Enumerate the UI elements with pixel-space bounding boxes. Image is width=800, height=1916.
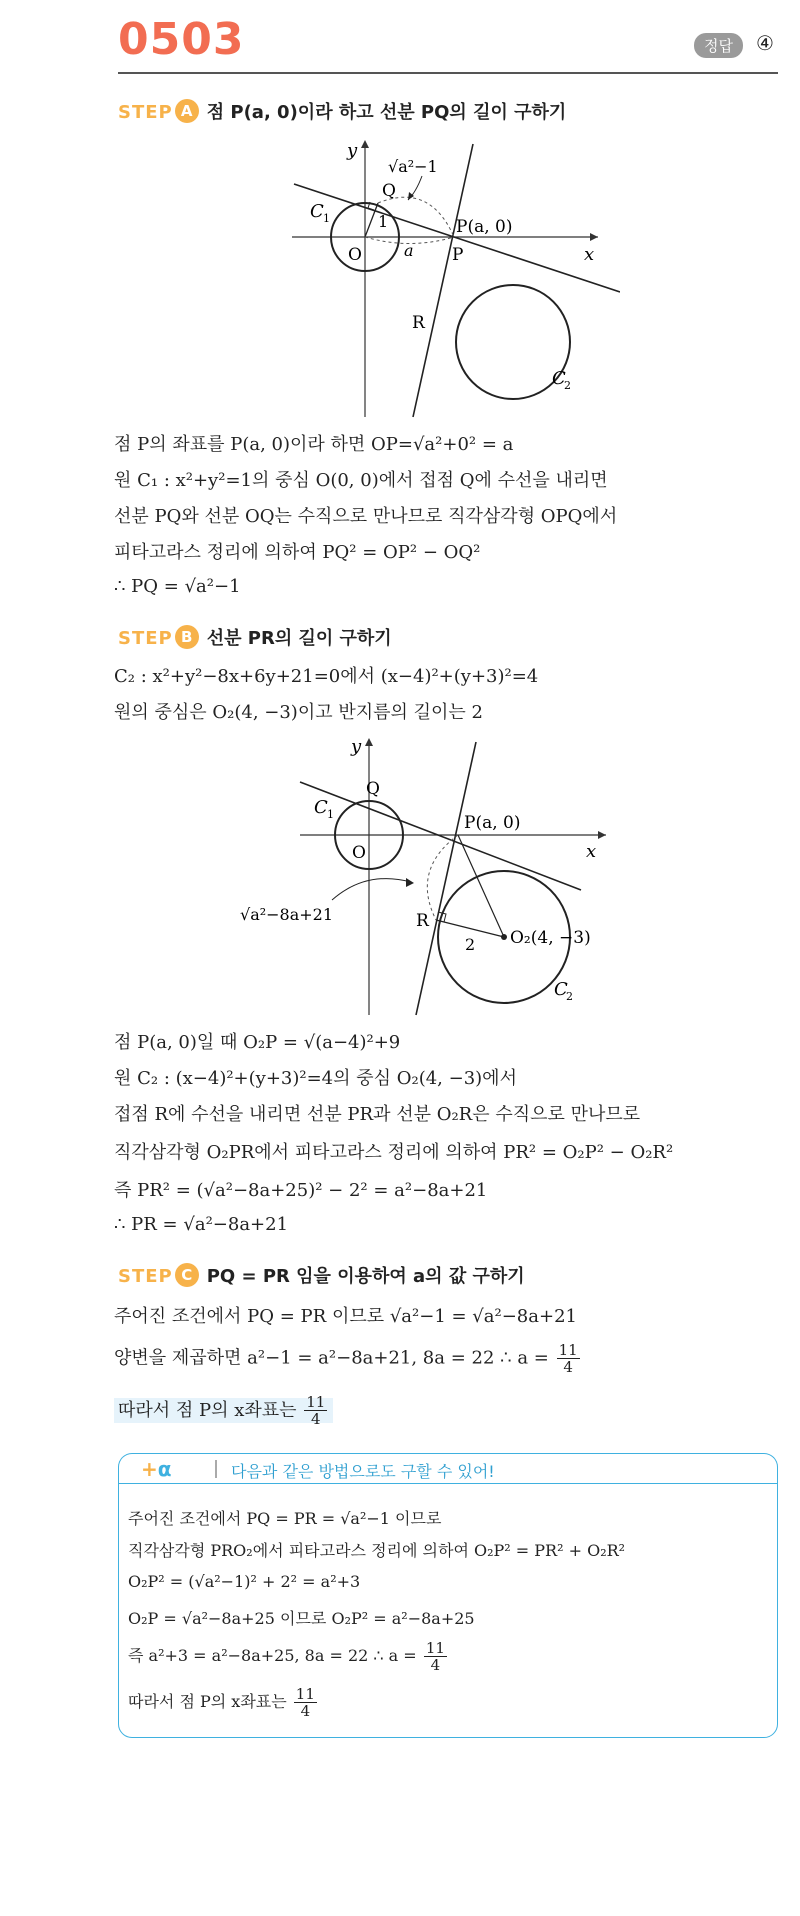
c1-label: C — [310, 201, 324, 222]
step-b-line-8: ∴ PR = √a²−8a+21 — [114, 1214, 289, 1235]
alt-line-3: O₂P² = (√a²−1)² + 2² = a²+3 — [128, 1572, 361, 1591]
tangent-line-r — [416, 742, 476, 1015]
step-a-line-1: 점 P의 좌표를 P(a, 0)이라 하면 OP=√a²+0² = a — [114, 434, 514, 455]
step-a-line-4: 피타고라스 정리에 의하여 PQ² = OP² − OQ² — [114, 542, 481, 563]
label-r: R — [416, 911, 429, 931]
plus-alpha-icon — [141, 1457, 172, 1481]
step-b-line-6: 직각삼각형 O₂PR에서 피타고라스 정리에 의하여 PR² = O₂P² − O₂R² — [114, 1142, 674, 1163]
diagram-step-a — [290, 132, 620, 422]
tab-separator — [215, 1460, 217, 1478]
step-a-line-3: 선분 PQ와 선분 OQ는 수직으로 만나므로 직각삼각형 OPQ에서 — [114, 506, 618, 527]
step-a-heading — [118, 98, 566, 124]
fraction-denominator: 4 — [300, 1702, 311, 1720]
label-o: O — [348, 245, 362, 265]
pointer-arrowhead — [406, 878, 414, 887]
step-b-line-5: 접점 R에 수선을 내리면 선분 PR과 선분 O₂R은 수직으로 만나므로 — [114, 1104, 641, 1125]
alt-line-6 — [128, 1686, 319, 1719]
c2-label: C — [554, 979, 568, 1000]
step-b-heading — [118, 624, 392, 650]
answer-value: ④ — [756, 31, 774, 55]
label-radius-1: 1 — [378, 212, 389, 231]
step-c-heading — [118, 1262, 525, 1288]
alpha-sign: α — [157, 1457, 172, 1481]
label-p-coord: P(a, 0) — [464, 813, 521, 833]
label-sqrt-a2-1: √a²−1 — [388, 157, 438, 176]
label-p-coord: P(a, 0) — [456, 217, 513, 237]
step-title: 점 P(a, 0)이라 하고 선분 PQ의 길이 구하기 — [206, 102, 567, 123]
step-c-line-3-text: 따라서 점 P의 x좌표는 — [118, 1399, 297, 1421]
c2-label: C — [552, 368, 566, 389]
y-axis-arrow — [361, 140, 369, 148]
step-b-line-1: C₂ : x²+y²−8x+6y+21=0에서 (x−4)²+(y+3)²=4 — [114, 666, 539, 687]
step-letter-badge: C — [175, 1263, 199, 1287]
alt-line-4: O₂P = √a²−8a+25 이므로 O₂P² = a²−8a+25 — [128, 1609, 475, 1628]
step-c-line-1: 주어진 조건에서 PQ = PR 이므로 √a²−1 = √a²−8a+21 — [114, 1306, 577, 1327]
step-b-line-7: 즉 PR² = (√a²−8a+25)² − 2² = a²−8a+21 — [114, 1180, 488, 1201]
step-label: STEP — [118, 1266, 173, 1287]
label-r: R — [412, 313, 425, 333]
dashed-arc-pq — [378, 197, 454, 237]
fraction-numerator: 11 — [295, 1685, 315, 1703]
alt-line-2: 직각삼각형 PRO₂에서 피타고라스 정리에 의하여 O₂P² = PR² + O₂R² — [128, 1541, 626, 1560]
y-axis-arrow — [365, 738, 373, 746]
plus-sign: + — [141, 1457, 158, 1481]
x-axis-label: x — [586, 841, 597, 862]
fraction-11-4 — [304, 1394, 327, 1427]
alt-line-5-text: 즉 a²+3 = a²−8a+25, 8a = 22 ∴ a = — [128, 1646, 417, 1665]
x-axis-arrow — [598, 831, 606, 839]
answer-badge: 정답 — [694, 33, 743, 58]
step-a-line-2: 원 C₁ : x²+y²=1의 중심 O(0, 0)에서 접점 Q에 수선을 내리면 — [114, 470, 608, 491]
y-axis-label: y — [351, 736, 362, 757]
fraction-numerator: 11 — [306, 1393, 326, 1411]
step-c-line-2 — [114, 1342, 582, 1375]
alt-line-1: 주어진 조건에서 PQ = PR = √a²−1 이므로 — [128, 1509, 442, 1528]
x-axis-arrow — [590, 233, 598, 241]
fraction-11-4 — [424, 1640, 447, 1673]
step-label: STEP — [118, 102, 173, 123]
c1-label: C — [314, 797, 328, 818]
label-radius-2: 2 — [465, 935, 476, 954]
center-o2 — [501, 934, 507, 940]
label-sqrt-pr: √a²−8a+21 — [240, 905, 334, 924]
step-title: PQ = PR 임을 이용하여 a의 값 구하기 — [206, 1266, 525, 1287]
step-title: 선분 PR의 길이 구하기 — [206, 628, 392, 649]
c2-subscript: 2 — [566, 990, 573, 1003]
y-axis-label: y — [347, 140, 358, 161]
c1-subscript: 1 — [323, 212, 330, 225]
step-letter-badge: B — [175, 625, 199, 649]
c1-subscript: 1 — [327, 808, 334, 821]
problem-number: 0503 — [118, 14, 245, 65]
final-answer-highlight — [114, 1393, 333, 1428]
fraction-denominator: 4 — [563, 1358, 573, 1376]
label-o2-coord: O₂(4, −3) — [510, 928, 591, 948]
diagram-step-b — [236, 730, 616, 1020]
fraction-denominator: 4 — [311, 1410, 321, 1428]
c2-subscript: 2 — [564, 379, 571, 392]
step-letter-badge: A — [175, 99, 199, 123]
fraction-11-4 — [557, 1342, 580, 1375]
tangent-line-r — [413, 144, 473, 417]
label-a: a — [404, 241, 414, 260]
step-b-line-3: 점 P(a, 0)일 때 O₂P = √(a−4)²+9 — [114, 1032, 401, 1053]
fraction-denominator: 4 — [430, 1656, 441, 1674]
label-q: Q — [366, 779, 380, 799]
step-c-line-2-text: 양변을 제곱하면 a²−1 = a²−8a+21, 8a = 22 ∴ a = — [114, 1347, 549, 1369]
tangent-line-q — [300, 782, 581, 890]
fraction-numerator: 11 — [425, 1639, 445, 1657]
step-c-line-3 — [114, 1394, 333, 1427]
alt-method-tab — [118, 1453, 778, 1484]
step-a-line-5: ∴ PQ = √a²−1 — [114, 576, 241, 597]
fraction-numerator: 11 — [558, 1341, 578, 1359]
step-label: STEP — [118, 628, 173, 649]
alt-line-6-text: 따라서 점 P의 x좌표는 — [128, 1692, 287, 1711]
alt-line-5 — [128, 1640, 449, 1673]
segment-p-o2 — [458, 835, 504, 937]
header-divider — [118, 72, 778, 74]
tangent-line-q — [294, 184, 620, 292]
alt-method-title: 다음과 같은 방법으로도 구할 수 있어! — [231, 1462, 495, 1481]
x-axis-label: x — [584, 244, 595, 265]
pointer-arrow — [332, 879, 411, 900]
step-b-line-4: 원 C₂ : (x−4)²+(y+3)²=4의 중심 O₂(4, −3)에서 — [114, 1068, 517, 1089]
label-q: Q — [382, 181, 396, 201]
label-p: P — [452, 245, 464, 265]
label-o: O — [352, 843, 366, 863]
fraction-11-4 — [294, 1686, 317, 1719]
step-b-line-2: 원의 중심은 O₂(4, −3)이고 반지름의 길이는 2 — [114, 702, 483, 723]
